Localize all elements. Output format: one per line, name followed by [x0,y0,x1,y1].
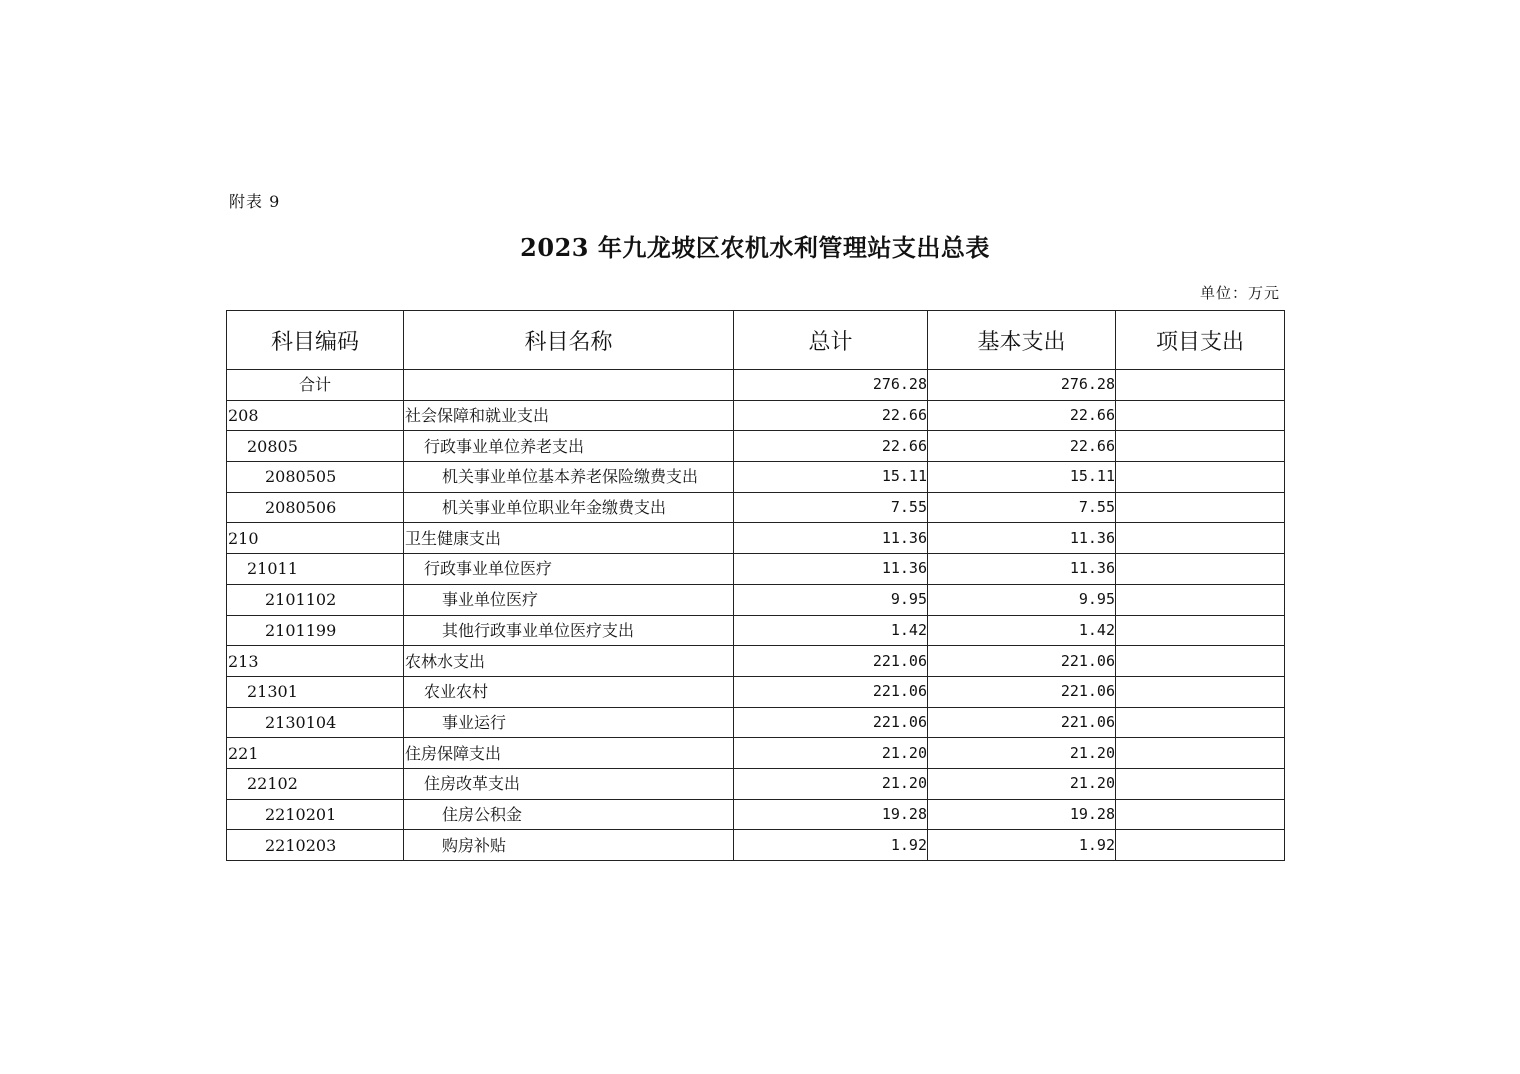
cell-project [1116,738,1285,769]
cell-code: 2080506 [227,492,404,523]
cell-total: 7.55 [734,492,928,523]
table-row [227,707,1285,738]
cell-code: 208 [227,400,404,431]
unit-label: 单位：万元 [1199,284,1280,302]
cell-code: 2101102 [227,584,404,615]
cell-basic: 7.55 [928,492,1116,523]
cell-basic: 22.66 [928,400,1116,431]
cell-basic: 21.20 [928,738,1116,769]
cell-basic: 1.92 [928,830,1116,861]
cell-name: 机关事业单位基本养老保险缴费支出 [404,462,734,493]
cell-basic: 276.28 [928,370,1116,401]
column-header-project: 项目支出 [1116,311,1285,370]
column-header-name: 科目名称 [404,311,734,370]
cell-name: 其他行政事业单位医疗支出 [404,615,734,646]
cell-project [1116,370,1285,401]
cell-project [1116,707,1285,738]
cell-basic: 221.06 [928,646,1116,677]
cell-total: 21.20 [734,738,928,769]
cell-name: 住房保障支出 [404,738,734,769]
cell-basic: 11.36 [928,554,1116,585]
cell-total: 22.66 [734,431,928,462]
cell-total: 276.28 [734,370,928,401]
cell-code: 210 [227,523,404,554]
table-row [227,768,1285,799]
cell-total: 11.36 [734,554,928,585]
cell-project [1116,584,1285,615]
table-row [227,492,1285,523]
table-row [227,830,1285,861]
cell-total: 221.06 [734,707,928,738]
column-header-code: 科目编码 [227,311,404,370]
cell-project [1116,768,1285,799]
cell-basic: 9.95 [928,584,1116,615]
cell-basic: 1.42 [928,615,1116,646]
attachment-label: 附表 9 [229,192,281,211]
cell-project [1116,492,1285,523]
table-row [227,523,1285,554]
cell-name: 事业运行 [404,707,734,738]
cell-name: 住房公积金 [404,799,734,830]
cell-project [1116,799,1285,830]
cell-project [1116,400,1285,431]
cell-code: 20805 [227,431,404,462]
cell-basic: 221.06 [928,676,1116,707]
cell-total: 221.06 [734,676,928,707]
table-body [227,370,1285,861]
cell-name: 行政事业单位医疗 [404,554,734,585]
cell-code: 2101199 [227,615,404,646]
table-row [227,799,1285,830]
cell-project [1116,830,1285,861]
table-header-row [227,311,1285,370]
cell-basic: 11.36 [928,523,1116,554]
cell-total: 11.36 [734,523,928,554]
cell-name: 事业单位医疗 [404,584,734,615]
cell-name: 行政事业单位养老支出 [404,431,734,462]
cell-code: 2080505 [227,462,404,493]
table-row [227,646,1285,677]
cell-total: 1.92 [734,830,928,861]
expenditure-table [226,310,1285,861]
cell-total: 19.28 [734,799,928,830]
cell-name: 卫生健康支出 [404,523,734,554]
table-row [227,400,1285,431]
cell-total: 22.66 [734,400,928,431]
cell-name: 农业农村 [404,676,734,707]
cell-name: 机关事业单位职业年金缴费支出 [404,492,734,523]
cell-total: 21.20 [734,768,928,799]
cell-name: 社会保障和就业支出 [404,400,734,431]
cell-code: 21301 [227,676,404,707]
cell-code: 2210201 [227,799,404,830]
cell-code: 221 [227,738,404,769]
cell-project [1116,646,1285,677]
cell-code: 2210203 [227,830,404,861]
cell-code: 22102 [227,768,404,799]
cell-basic: 15.11 [928,462,1116,493]
column-header-total: 总计 [734,311,928,370]
cell-project [1116,615,1285,646]
cell-basic: 22.66 [928,431,1116,462]
cell-basic: 221.06 [928,707,1116,738]
cell-code: 213 [227,646,404,677]
cell-total: 9.95 [734,584,928,615]
cell-project [1116,462,1285,493]
table-row [227,738,1285,769]
cell-basic: 19.28 [928,799,1116,830]
cell-code: 21011 [227,554,404,585]
cell-total: 15.11 [734,462,928,493]
table-row [227,462,1285,493]
cell-total: 221.06 [734,646,928,677]
table-row [227,370,1285,401]
cell-name [404,370,734,401]
table-row [227,554,1285,585]
cell-name: 住房改革支出 [404,768,734,799]
cell-total: 1.42 [734,615,928,646]
cell-name: 购房补贴 [404,830,734,861]
table-row [227,676,1285,707]
table-row [227,615,1285,646]
column-header-basic: 基本支出 [928,311,1116,370]
cell-project [1116,676,1285,707]
cell-project [1116,523,1285,554]
cell-code: 2130104 [227,707,404,738]
cell-basic: 21.20 [928,768,1116,799]
table-row [227,584,1285,615]
table-row [227,431,1285,462]
cell-project [1116,431,1285,462]
cell-project [1116,554,1285,585]
page-title: 2023 年九龙坡区农机水利管理站支出总表 [520,233,990,262]
cell-code: 合计 [227,370,404,401]
cell-name: 农林水支出 [404,646,734,677]
